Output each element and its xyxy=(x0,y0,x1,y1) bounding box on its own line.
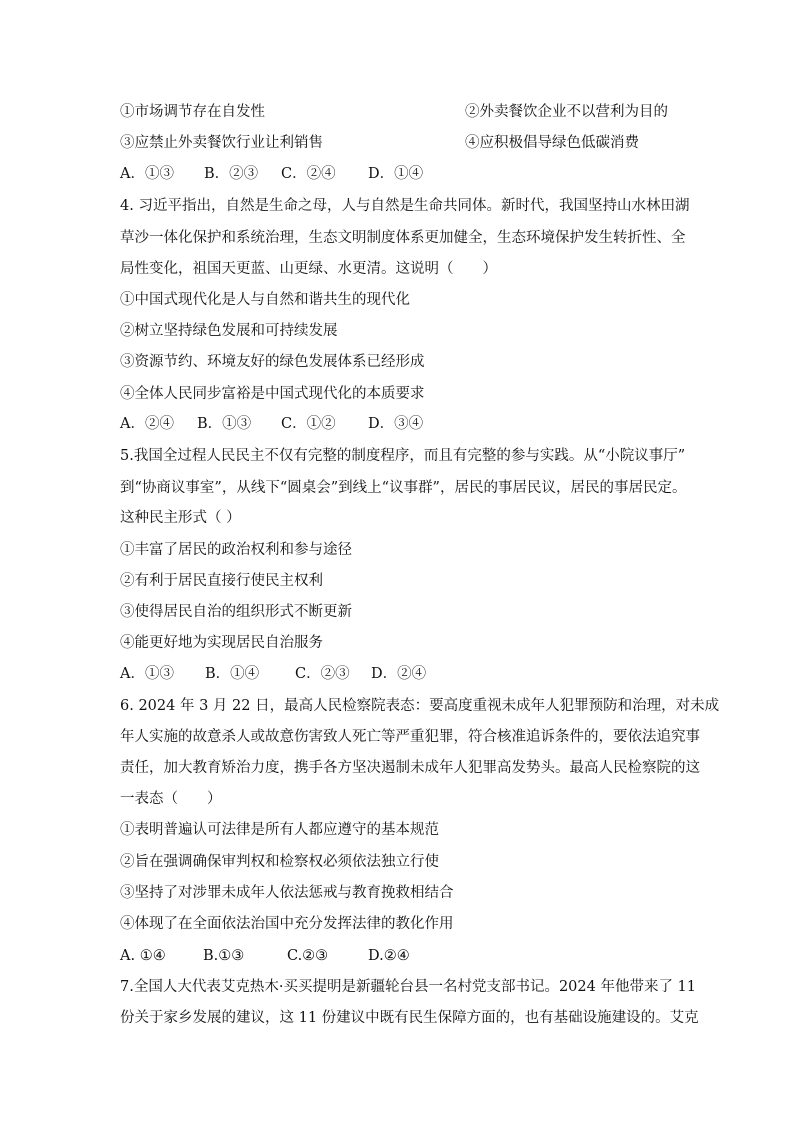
q6-stem-line-3: 责任，加大教育矫治力度，携手各方坚决遏制未成年人犯罪高发势头。最高人民检察院的这 xyxy=(120,760,700,776)
q3-option-2: ②外卖餐饮企业不以营利为目的 xyxy=(465,104,668,120)
q3-option-4: ④应积极倡导绿色低碳消费 xyxy=(465,135,639,151)
q6-choice-d: D.②④ xyxy=(368,948,410,964)
q3-choice-a: A．①③ xyxy=(120,166,174,182)
q4-option-3: ③资源节约、环境友好的绿色发展体系已经形成 xyxy=(120,354,425,370)
q4-choices xyxy=(120,414,423,434)
q6-option-1: ①表明普遍认可法律是所有人都应遵守的基本规范 xyxy=(120,822,439,838)
q6-choice-c: C.②③ xyxy=(287,948,329,964)
q3-choice-d: D．①④ xyxy=(368,166,424,182)
q6-option-3: ③坚持了对涉罪未成年人依法惩戒与教育挽救相结合 xyxy=(120,885,454,901)
q3-choices xyxy=(120,164,423,184)
q7-stem-line-2: 份关于家乡发展的建议，这 11 份建议中既有民生保障方面的，也有基础设施建设的。艾克 xyxy=(120,1010,699,1026)
q4-choice-d: D．③④ xyxy=(368,416,424,432)
q5-choice-d: D．②④ xyxy=(371,666,427,682)
q4-choice-b: B．①③ xyxy=(197,416,252,432)
q3-option-1: ①市场调节存在自发性 xyxy=(120,104,265,120)
q3-choice-b: B．②③ xyxy=(204,166,259,182)
q6-stem-line-1: 6. 2024 年 3 月 22 日，最高人民检察院表态：要高度重视未成年人犯罪预防和治理，对未成 xyxy=(120,698,720,714)
q4-stem-line-1: 4. 习近平指出，自然是生命之母，人与自然是生命共同体。新时代，我国坚持山水林田湖 xyxy=(120,198,690,214)
q3-option-row-1 xyxy=(120,102,668,122)
q5-option-1: ①丰富了居民的政治权利和参与途径 xyxy=(120,542,352,558)
q7-stem-line-1: 7.全国人大代表艾克热木·买买提明是新疆轮台县一名村党支部书记。2024 年他带来了 11 xyxy=(120,979,697,995)
q5-choice-b: B．①④ xyxy=(205,666,260,682)
q4-stem-line-2: 草沙一体化保护和系统治理，生态文明制度体系更加健全，生态环境保护发生转折性、全 xyxy=(120,230,686,246)
q4-option-2: ②树立坚持绿色发展和可持续发展 xyxy=(120,323,338,339)
q6-option-4: ④体现了在全面依法治国中充分发挥法律的教化作用 xyxy=(120,916,454,932)
q4-option-1: ①中国式现代化是人与自然和谐共生的现代化 xyxy=(120,292,410,308)
q6-choices xyxy=(120,946,410,966)
q5-option-4: ④能更好地为实现居民自治服务 xyxy=(120,635,323,651)
q6-stem-line-2: 年人实施的故意杀人或故意伤害致人死亡等严重犯罪，符合核准追诉条件的，要依法追究事 xyxy=(120,729,700,745)
q4-choice-a: A．②④ xyxy=(120,416,174,432)
q5-stem-line-1: 5.我国全过程人民民主不仅有完整的制度程序，而且有完整的参与实践。从“小院议事厅” xyxy=(120,448,686,464)
q5-stem-line-3: 这种民主形式（ ） xyxy=(120,510,241,526)
q5-stem-line-2: 到“协商议事室”，从线下“圆桌会”到线上“议事群”，居民的事居民议，居民的事居民定。 xyxy=(120,480,687,496)
q3-choice-c: C．②④ xyxy=(281,166,336,182)
q6-choice-b: B.①③ xyxy=(203,948,245,964)
q6-choice-a: A. ①④ xyxy=(120,948,166,964)
q4-stem-line-3: 局性变化，祖国天更蓝、山更绿、水更清。这说明（ ） xyxy=(120,261,497,277)
q6-option-2: ②旨在强调确保审判权和检察权必须依法独立行使 xyxy=(120,854,439,870)
q3-option-row-2 xyxy=(120,133,639,153)
q5-choices xyxy=(120,664,426,684)
q5-option-3: ③使得居民自治的组织形式不断更新 xyxy=(120,604,352,620)
q4-option-4: ④全体人民同步富裕是中国式现代化的本质要求 xyxy=(120,386,425,402)
q4-choice-c: C．①② xyxy=(281,416,336,432)
q6-stem-line-4: 一表态（ ） xyxy=(120,791,222,807)
q5-choice-c: C．②③ xyxy=(295,666,350,682)
q5-choice-a: A．①③ xyxy=(120,666,174,682)
q3-option-3: ③应禁止外卖餐饮行业让利销售 xyxy=(120,135,323,151)
q5-option-2: ②有利于居民直接行使民主权利 xyxy=(120,573,323,589)
